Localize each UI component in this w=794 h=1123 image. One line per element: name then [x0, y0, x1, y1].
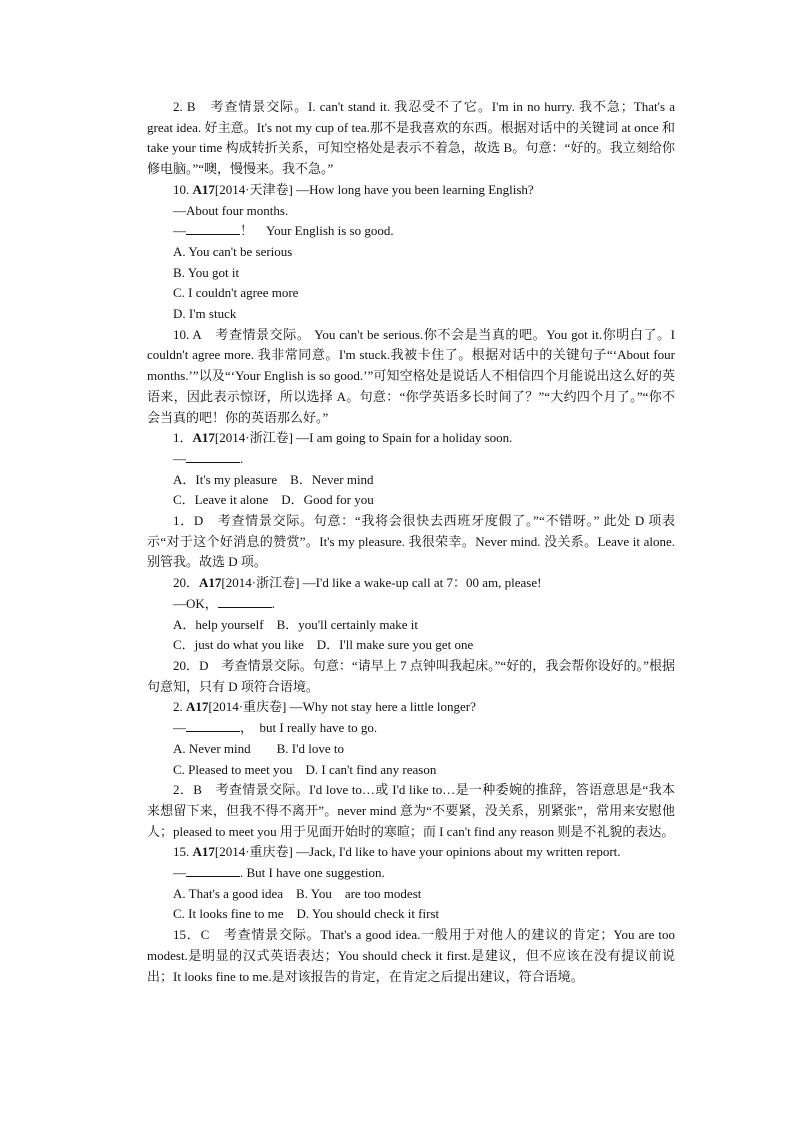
- dialogue-blank-line: [147, 594, 675, 615]
- explanation-text: 20．D 考查情景交际。句意：“请早上 7 点钟叫我起床。”“好的，我会帮你设好的。”根据句意知，只有 D 项符合语境。: [147, 657, 675, 694]
- option-line: [147, 304, 675, 325]
- answer-explanation: [147, 511, 675, 573]
- document-body: [147, 97, 675, 987]
- question-source-text: [2014·天津卷] —How long have you been learning English?: [214, 181, 534, 197]
- line-text: A. You can't be serious: [173, 243, 293, 259]
- line-text: B. You got it: [173, 264, 240, 280]
- answer-blank: [186, 450, 240, 463]
- line-text: A．It's my pleasure B．Never mind: [173, 471, 374, 487]
- option-line: [147, 615, 675, 636]
- question-tag: A17: [192, 430, 215, 446]
- answer-blank: [186, 222, 240, 235]
- dialogue-blank-line: [147, 449, 675, 470]
- option-line: [147, 760, 675, 781]
- dialogue-prefix: —: [173, 865, 186, 881]
- option-line: [147, 490, 675, 511]
- dialogue-prefix: —: [173, 223, 186, 239]
- option-line: [147, 470, 675, 491]
- question-stem: [147, 842, 675, 863]
- dialogue-suffix: . But I have one suggestion.: [240, 865, 385, 881]
- answer-blank: [218, 595, 272, 608]
- dialogue-blank-line: [147, 863, 675, 884]
- line-text: A. Never mind B. I'd love to: [173, 740, 344, 756]
- question-number: 15.: [173, 844, 193, 860]
- question-number: 2.: [173, 699, 186, 715]
- option-line: [147, 201, 675, 222]
- line-text: A. That's a good idea B. You are too modest: [173, 885, 422, 901]
- explanation-text: 2．B 考查情景交际。I'd love to…或 I'd like to…是一种委婉的推辞，答语意思是“我本来想留下来，但我不得不离开”。never mind 意为“不要紧，没关系，别紧张”，常用来安慰他人；pleased to meet you 用于见面开始时的寒暄；而 I can't find any reason 则是不礼貌的表达。: [147, 782, 675, 839]
- option-line: [147, 904, 675, 925]
- explanation-text: 15．C 考查情景交际。That's a good idea.一般用于对他人的建议的肯定；You are too modest.是明显的汉式英语表达；You should check it first.是建议，但不应该在没有提议前说出；It looks fine to me.是对该报告的肯定，在肯定之后提出建议，符合语境。: [147, 927, 675, 984]
- question-source-text: [2014·浙江卷] —I'd like a wake-up call at 7：00 am, please!: [221, 575, 542, 591]
- question-tag: A17: [199, 575, 222, 591]
- dialogue-blank-line: [147, 718, 675, 739]
- line-text: C．just do what you like D．I'll make sure you get one: [173, 637, 474, 653]
- dialogue-suffix: .: [240, 450, 244, 466]
- dialogue-suffix: .: [271, 595, 276, 611]
- line-text: C. I couldn't agree more: [173, 285, 299, 301]
- answer-explanation: [147, 925, 675, 987]
- question-stem: [147, 428, 675, 449]
- option-line: [147, 242, 675, 263]
- question-stem: [147, 180, 675, 201]
- question-source-text: [2014·浙江卷] —I am going to Spain for a holiday soon.: [214, 430, 513, 446]
- answer-explanation: [147, 656, 675, 697]
- answer-blank: [186, 719, 240, 732]
- answer-explanation: [147, 97, 675, 180]
- explanation-text: 2. B 考查情景交际。I. can't stand it. 我忍受不了它。I'm in no hurry. 我不急；That's a great idea. 好主意。It's not my cup of tea.那不是我喜欢的东西。根据对话中的关键词 at once 和 take your time 构成转折关系，可知空格处是表示不着急，故选 B。句意：“好的。我立刻给你修电脑。”“噢，慢慢来。我不急。”: [147, 99, 675, 177]
- question-stem: [147, 573, 675, 594]
- explanation-text: 10. A 考查情景交际。 You can't be serious.你不会是当真的吧。You got it.你明白了。I couldn't agree more. 我非常同意。I'm stuck.我被卡住了。根据对话中的关键句子“‘About four months.’”以及“‘Your English is so good.’”可知空格处是说话人不相信四个月能说出这么好的英语来，因此表示惊讶，所以选择 A。句意：“你学英语多长时间了？”“大约四个月了。”“你不会当真的吧！你的英语那么好。”: [147, 326, 675, 425]
- line-text: A．help yourself B．you'll certainly make it: [173, 616, 418, 632]
- answer-explanation: [147, 325, 675, 429]
- dialogue-prefix: —OK，: [173, 595, 218, 611]
- answer-blank: [186, 864, 240, 877]
- question-number: 1．: [173, 430, 193, 446]
- dialogue-prefix: —: [173, 450, 186, 466]
- answer-explanation: [147, 780, 675, 842]
- line-text: C. It looks fine to me D. You should check it first: [173, 906, 440, 922]
- question-source-text: [2014·重庆卷] —Why not stay here a little longer?: [208, 699, 476, 715]
- dialogue-suffix: ！ Your English is so good.: [240, 223, 394, 239]
- question-tag: A17: [192, 844, 215, 860]
- question-number: 20．: [173, 575, 200, 591]
- question-number: 10.: [173, 181, 193, 197]
- option-line: [147, 283, 675, 304]
- dialogue-prefix: —: [173, 720, 186, 736]
- question-stem: [147, 697, 675, 718]
- question-tag: A17: [186, 699, 209, 715]
- line-text: C. Pleased to meet you D. I can't find any reason: [173, 761, 437, 777]
- dialogue-suffix: ， but I really have to go.: [240, 720, 378, 736]
- line-text: D. I'm stuck: [173, 306, 237, 322]
- option-line: [147, 739, 675, 760]
- option-line: [147, 884, 675, 905]
- dialogue-blank-line: [147, 221, 675, 242]
- question-source-text: [2014·重庆卷] —Jack, I'd like to have your opinions about my written report.: [214, 844, 621, 860]
- question-tag: A17: [192, 181, 215, 197]
- explanation-text: 1．D 考查情景交际。句意：“我将会很快去西班牙度假了。”“不错呀。” 此处 D 项表示“对于这个好消息的赞赏”。It's my pleasure. 我很荣幸。Never mind. 没关系。Leave it alone. 别管我。故选 D 项。: [147, 513, 675, 570]
- option-line: [147, 263, 675, 284]
- line-text: —About four months.: [173, 202, 289, 218]
- option-line: [147, 635, 675, 656]
- line-text: C．Leave it alone D．Good for you: [173, 492, 374, 508]
